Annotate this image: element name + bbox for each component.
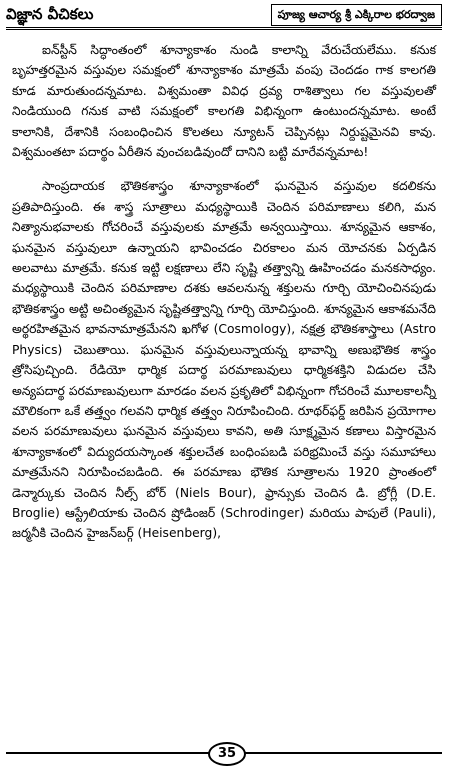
body-text <box>12 40 436 544</box>
book-title: విజ్ఞాన వీచికలు <box>6 5 94 23</box>
page-header <box>6 4 442 26</box>
paragraph: సాంప్రదాయక భౌతికశాస్త్రం శూన్యాకాశంలో ఘనమైన వస్తువుల కదలికను ప్రతిపాదిస్తుంది. ఈ శాస్త్ర సూత్రాలు మధ్యస్థాయికి చెందిన పరిమాణాలు కలిగి, మన నిత్యానుభవాలకు గోచరించే వస్తువులకు మాత్రమే అన్వయిస్తాయి. శూన్యమైన ఆకాశం, ఘనమైన వస్తువులూ ఉన్నాయని భావించడం చిరకాలం మన యోచనకు ఏర్పడిన అలవాటు మాత్రమే. కనుక ఇట్టి లక్షణాలు లేని సృష్టి తత్త్వాన్ని ఊహించడం మనకసాధ్యం. మధ్యస్థాయికి చెందిన పరిమాణాల దశకు ఆవలనున్న శక్తులను గూర్చి యోచించినపుడు భౌతికశాస్త్రం అట్టి అచింత్యమైన సృష్టితత్త్వాన్ని గూర్చి యోచిస్తుంది. శూన్యమైన ఆకాశమనేది అర్థరహితమైన భావనామాత్రమేనని ఖగోళ (Cosmology), నక్షత్ర భౌతికశాస్త్రాలు (Astro Physics) చెబుతాయి. ఘనమైన వస్తువులున్నాయన్న భావాన్ని అణుభౌతిక శాస్త్రం త్రోసిపుచ్చింది. రేడియో ధార్మిక పదార్థ పరమాణువులు ధార్మికశక్తిని విడుదల చేసి అన్యపదార్థ పరమాణువులుగా మారడం వలన ప్రకృతిలో విభిన్నంగా గోచరించే మూలకాలన్నీ మౌలికంగా ఒకే తత్త్వం గలవని ధార్మిక తత్త్వం నిరూపించింది. రూథర్‌ఫర్డ్ జరిపిన ప్రయోగాల వలన పరమాణువులు ఘనమైన వస్తువులు కావని, అతి సూక్ష్మమైన కణాలు విస్తారమైన శూన్యాకాశంలో విద్యుదయస్కాంత శక్తులచేత బంధింపబడి పరిభ్రమించే వస్తు సమూహాలు మాత్రమేనని నిరూపించబడింది. ఈ పరమాణు భౌతిక సూత్రాలను 1920 ప్రాంతంలో డెన్మార్కుకు చెందిన నీల్స్ బోర్ (Niels Bour), ఫ్రాన్సుకు చెందిన డి. బ్రోగ్లీ (D.E. Broglie) ఆస్ట్రేలియాకు చెందిన ష్రోడింజర్ (Schrodinger) మరియు పాపులే (Pauli), జర్మనీకి చెందిన హైజన్‌బర్గ్ (Heisenberg), <box>12 179 436 541</box>
author-byline: పూజ్య ఆచార్య శ్రీ ఎక్కిరాల భరద్వాజ <box>271 4 442 26</box>
page-number: 35 <box>208 742 246 766</box>
paragraph: ఐన్‌స్టీన్ సిద్ధాంతంలో శూన్యాకాశం నుండి కాలాన్ని వేరుచేయలేము. కనుక బృహత్తరమైన వస్తువుల సమక్షంలో శూన్యాకాశం మాత్రమే వంపు చెందడం గాక కాలగతి కూడ మారుతుందన్నమాట. విశ్వమంతా వివిధ ద్రవ్య రాశిత్వాలు గల వస్తువులతో నిండియుంది గనుక వాటి సమక్షంలో కాలగతి విభిన్నంగా ఉంటుందన్నమాట. అంటే కాలానికి, దేశానికి సంబంధించిన కొలతలు న్యూటన్ చెప్పినట్లు నిర్దుష్టమైనవి కావు. విశ్వమంతటా పదార్థం ఏరీతిన వుంచబడివుందో దానిని బట్టి మారేవన్నమాట! <box>12 43 436 160</box>
header-divider <box>6 27 442 30</box>
